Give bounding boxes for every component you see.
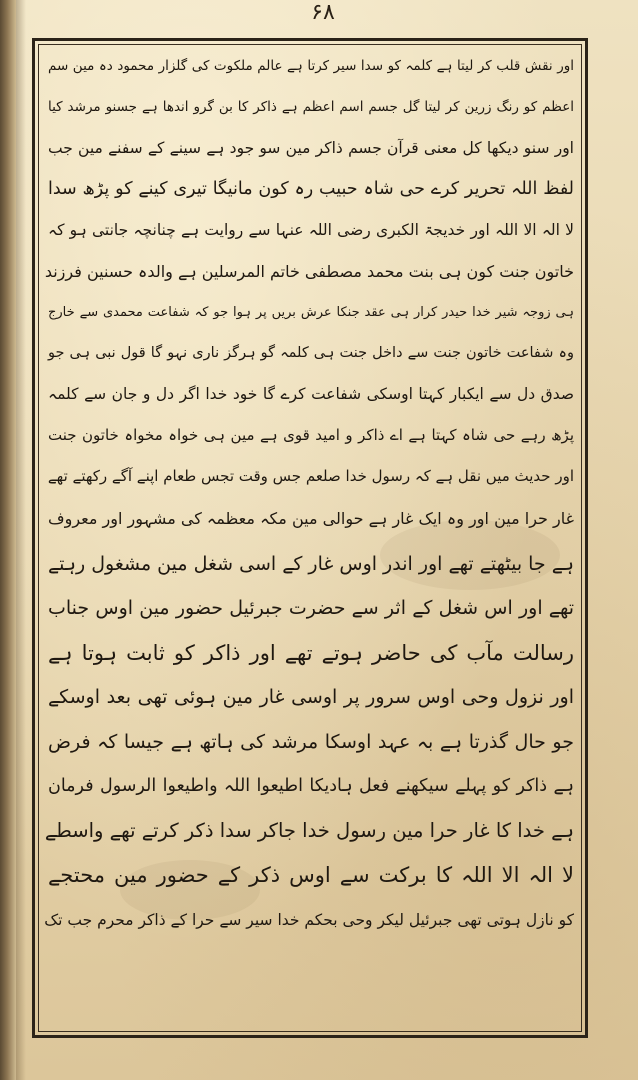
text-line-12: غار حرا مین اور وہ ایک غار ہے حوالی مین مکہ معظمہ کی مشہور اور معروف — [48, 509, 574, 528]
text-line-21: کو نازل ہوتی تھی جبرئیل لیکر وحی بحکم خدا سیر سے حرا کے ذاکر محرم جب تک — [44, 910, 574, 929]
text-line-1: اور نقش قلب کر لیتا ہے کلمہ کو سدا سیر کرتا ہے عالم ملکوت کی گلزار محمود دہ مین سم — [48, 58, 574, 74]
text-line-4: لفظ اللہ تحریر کرے حی شاہ حبیب رہ کون مانیگا تیری کینے کو پڑھ سدا — [48, 179, 574, 199]
text-line-7: ہی زوجہ شیر خدا حیدر کرار ہی عقد جنکا عرش بریں پر ہوا جو کہ شفاعت محمدی سے خارج — [48, 305, 574, 320]
text-line-6: خاتون جنت کون ہی بنت محمد مصطفی خاتم المرسلین ہے والدہ حسنین فرزند — [44, 262, 574, 281]
text-line-18: ہے ذاکر کو پہلے سیکھنے فعل ہادیکا اطیعوا اللہ واطیعوا الرسول فرمان — [48, 776, 574, 796]
text-line-13: ہے جا بیٹھتے تھے اور اندر اوس غار کے اسی شغل مین مشغول رہتے — [48, 552, 574, 575]
text-line-2: اعظم کو رنگ زرین کر لیتا گل جسم اسم اعظم ہے ذاکر کا بن گرو اندھا ہے جسنو مرشد کیا — [48, 99, 574, 115]
text-line-3: اور سنو دیکھا کل معنی قرآن جسم ذاکر مین سو جود ہے سینے کے سفنے مین جب — [48, 139, 574, 157]
text-line-15: رسالت مآب کی حاضر ہوتے تھے اور ذاکر کو ثابت ہوتا ہے — [48, 640, 574, 665]
urdu-text-body — [44, 46, 578, 1030]
text-line-11: اور حدیث میں نقل ہے کہ رسول خدا صلعم جس وقت تجس طعام اپنے آگے رکھتے تھے — [47, 467, 574, 485]
text-line-17: جو حال گذرتا ہے بہ عہد اوسکا مرشد کی ہاتھ ہے جیسا کہ فرض — [48, 730, 574, 753]
text-line-14: تھے اور اس شغل کے اثر سے حضرت جبرئیل حضور مین اوس جناب — [48, 597, 574, 619]
binding-shadow — [16, 0, 26, 1080]
book-binding-edge — [0, 0, 16, 1080]
text-line-19: ہے خدا کا غار حرا مین رسول خدا جاکر سدا ذکر کرتے تھے واسطے — [44, 818, 574, 842]
text-line-8: وہ شفاعت خاتون جنت سے داخل جنت ہی کلمہ گو ہرگز ناری نہو گا قول نبی ہی جو — [48, 345, 574, 361]
text-line-10: پڑھ رہے حی شاہ کہتا ہے اے ذاکر و امید قوی ہے مین ہی خواہ مخواہ خاتون جنت — [48, 426, 574, 444]
text-line-16: اور نزول وحی اوس سرور پر اوسی غار مین ہوئی تھی بعد اوسکے — [48, 686, 574, 708]
text-line-5: لا الہ الا اللہ اور خدیجۃ الکبری رضی اللہ عنہا سے روایت ہے چنانچہ جانتی ہو کہ — [48, 221, 574, 239]
text-line-9: صدق دل سے ایکبار کہتا اوسکی شفاعت کرے گا خود خدا اگر دل و جان سے کلمہ — [48, 385, 574, 403]
text-line-20: لا الہ الا اللہ کا برکت سے اوس ذکر کے حضور مین محتجے — [48, 863, 574, 887]
page-number: ۶۸ — [311, 0, 335, 25]
